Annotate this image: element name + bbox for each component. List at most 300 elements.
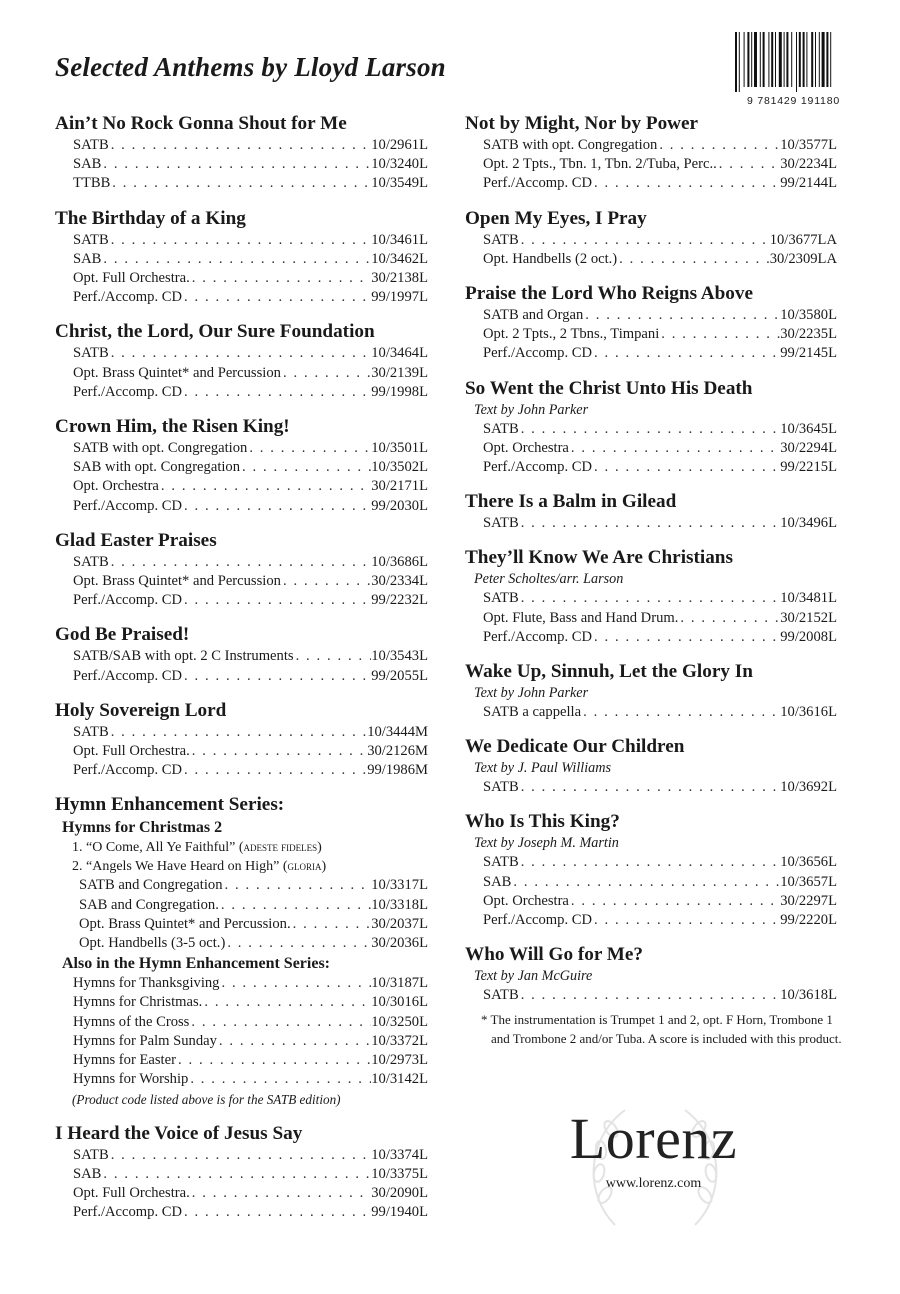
anthem-title: Who Will Go for Me? (465, 944, 644, 966)
product-code: 10/3372L (371, 1032, 428, 1049)
product-code: 10/3240L (371, 156, 428, 173)
product-label: Opt. Full Orchestra. (73, 1184, 190, 1201)
product-label: SAB with opt. Congregation (73, 459, 241, 476)
song-close: ) (321, 859, 327, 875)
product-line (55, 591, 428, 610)
product-line (55, 231, 428, 250)
product-code: 30/2138L (371, 270, 428, 287)
publisher-logo: Lorenz (569, 1106, 738, 1171)
barcode-bar (760, 32, 761, 87)
leader-dots (678, 609, 780, 628)
anthem-title: They’ll Know We Are Christians (465, 547, 733, 569)
product-line (465, 778, 837, 797)
product-label: Perf./Accomp. CD (483, 628, 593, 645)
leader-dots (592, 344, 780, 363)
product-line (465, 420, 837, 439)
product-line (465, 250, 837, 269)
left-column (55, 112, 428, 1235)
product-code: 30/2235L (780, 326, 837, 343)
barcode-bar (754, 32, 757, 87)
product-line (55, 1051, 428, 1070)
barcode-number: 9 781429 191180 (747, 95, 840, 107)
product-code: 30/2309LA (769, 250, 837, 267)
product-code: 10/3187L (371, 975, 428, 992)
right-column (465, 112, 837, 1018)
anthem-title: I Heard the Voice of Jesus Say (55, 1122, 303, 1144)
anthem-entry (55, 529, 428, 611)
product-line (55, 458, 428, 477)
barcode-bar (751, 32, 752, 87)
product-label: SATB (483, 515, 519, 532)
product-code: 10/3461L (371, 231, 428, 248)
anthem-title: We Dedicate Our Children (465, 736, 685, 758)
product-code: 10/3464L (371, 345, 428, 362)
anthem-entry (465, 735, 837, 797)
product-label: Perf./Accomp. CD (483, 175, 593, 192)
hymn-song (55, 857, 428, 876)
product-code: 99/2144L (780, 175, 837, 192)
product-code: 10/3657L (780, 873, 837, 890)
product-label: Hymns for Christmas. (73, 994, 203, 1011)
product-line (55, 1013, 428, 1032)
anthem-entry (465, 810, 837, 930)
product-line (55, 477, 428, 496)
leader-dots (182, 383, 371, 402)
leader-dots (109, 553, 372, 572)
leader-dots (182, 591, 371, 610)
product-label: SATB (483, 590, 519, 607)
product-code: 99/2215L (780, 459, 837, 476)
leader-dots (182, 497, 371, 516)
product-label: SATB with opt. Congregation (483, 137, 658, 153)
anthem-credit: Text by J. Paul Williams (474, 760, 612, 777)
barcode-bar (735, 32, 737, 92)
product-code: 10/3496L (780, 515, 837, 532)
leader-dots (592, 174, 780, 193)
anthem-credit: Text by Jan McGuire (474, 968, 593, 985)
product-label: Perf./Accomp. CD (73, 383, 183, 400)
product-code: 30/2126M (367, 743, 428, 760)
product-label: Perf./Accomp. CD (73, 497, 183, 514)
barcode-bar (830, 32, 831, 87)
hymn-song (55, 838, 428, 857)
product-line (55, 723, 428, 742)
product-line (55, 1070, 428, 1089)
product-label: SATB (73, 231, 109, 248)
product-label: Perf./Accomp. CD (483, 345, 593, 362)
product-line (55, 1146, 428, 1165)
anthem-credit: Peter Scholtes/arr. Larson (474, 571, 624, 588)
leader-dots (247, 439, 371, 458)
product-label: Opt. Flute, Bass and Hand Drum. (483, 609, 679, 626)
product-label: SATB (73, 345, 109, 362)
barcode-bar (791, 32, 792, 87)
product-label: SATB and Organ (483, 307, 584, 324)
anthem-entry (55, 112, 428, 194)
song-title: 2. “Angels We Have Heard on High” ( (72, 859, 288, 875)
product-line (55, 1032, 428, 1051)
product-label: SATB (73, 723, 109, 740)
leader-dots (511, 873, 780, 892)
product-code: 10/3543L (371, 648, 428, 665)
product-code: 10/3656L (780, 854, 837, 871)
anthem-title: God Be Praised! (55, 624, 190, 646)
leader-dots (519, 420, 781, 439)
product-line (55, 383, 428, 402)
product-line (55, 136, 428, 155)
product-label: SAB (73, 250, 102, 267)
leader-dots (182, 1203, 371, 1222)
product-code: 10/2973L (371, 1052, 428, 1069)
anthem-credit: Text by Joseph M. Martin (474, 835, 619, 852)
leader-dots (189, 1013, 371, 1032)
leader-dots (182, 288, 371, 307)
anthem-entry (465, 282, 837, 364)
product-line (55, 742, 428, 761)
product-code: 10/3318L (371, 896, 428, 913)
product-label: SATB and Congregation (79, 877, 223, 894)
anthem-entry (55, 699, 428, 781)
product-label: Perf./Accomp. CD (483, 459, 593, 476)
leader-dots (569, 439, 780, 458)
product-label: Opt. Orchestra (483, 892, 569, 909)
barcode-bar (744, 32, 745, 87)
product-line (55, 364, 428, 383)
hymn-enhancement-series (55, 793, 428, 1108)
product-label: Hymns for Thanksgiving (73, 975, 220, 992)
product-label: Perf./Accomp. CD (73, 289, 183, 306)
product-label: Hymns for Palm Sunday (73, 1032, 217, 1049)
leader-dots (109, 1146, 372, 1165)
product-line (55, 1165, 428, 1184)
product-line (465, 703, 837, 722)
leader-dots (225, 934, 371, 953)
product-code: 10/3577L (780, 137, 837, 153)
product-code: 10/3481L (780, 590, 837, 607)
product-line (465, 306, 837, 325)
product-line (55, 439, 428, 458)
product-line (465, 911, 837, 930)
product-line (55, 553, 428, 572)
barcode-bar (819, 32, 820, 87)
product-code: 99/2220L (780, 912, 837, 929)
leader-dots (294, 647, 372, 666)
product-code: 30/2297L (780, 892, 837, 909)
leader-dots (592, 628, 780, 647)
barcode-bar (775, 32, 776, 87)
anthem-title: Wake Up, Sinnuh, Let the Glory In (465, 661, 753, 683)
product-label: Perf./Accomp. CD (483, 912, 593, 929)
anthem-title: Crown Him, the Risen King! (55, 416, 290, 438)
barcode-bar (806, 32, 807, 87)
product-label: SATB (483, 854, 519, 871)
leader-dots (519, 778, 781, 797)
series-note: (Product code listed above is for the SATB edition) (72, 1091, 341, 1107)
product-line (55, 269, 428, 288)
product-line (465, 136, 837, 155)
product-line (465, 155, 837, 174)
barcode-bar (803, 32, 805, 87)
anthem-title: Holy Sovereign Lord (55, 699, 227, 721)
anthem-title: Praise the Lord Who Reigns Above (465, 283, 753, 305)
anthem-entry (55, 415, 428, 516)
page-title: Selected Anthems by Lloyd Larson (55, 52, 446, 82)
product-code: 10/3692L (780, 779, 837, 796)
publisher-url: www.lorenz.com (605, 1176, 702, 1191)
leader-dots (519, 986, 781, 1005)
product-label: Opt. 2 Tpts., 2 Tbns., Timpani (483, 326, 660, 343)
product-line (55, 344, 428, 363)
barcode-bar (815, 32, 816, 87)
product-code: 30/2090L (371, 1184, 428, 1201)
leader-dots (519, 589, 781, 608)
leader-dots (101, 250, 371, 269)
product-code: 10/3462L (371, 250, 428, 267)
leader-dots (281, 572, 371, 591)
leader-dots (223, 876, 372, 895)
product-line (55, 1184, 428, 1203)
anthem-entry (465, 377, 837, 478)
product-label: SATB (483, 987, 519, 1004)
product-code: 99/1986M (367, 762, 428, 779)
leader-dots (291, 915, 372, 934)
product-code: 10/3444M (367, 723, 428, 740)
leader-dots (219, 974, 371, 993)
product-line (465, 458, 837, 477)
product-line (465, 174, 837, 193)
product-code: 10/2961L (371, 137, 428, 153)
product-line (55, 1203, 428, 1222)
leader-dots (190, 269, 372, 288)
barcode-bars (733, 32, 858, 92)
product-code: 99/2232L (371, 592, 428, 609)
product-code: 10/3374L (371, 1146, 428, 1163)
product-label: Opt. Orchestra (483, 439, 569, 456)
barcode-bar (826, 32, 828, 87)
product-label: SATB (73, 137, 109, 153)
product-code: 30/2152L (780, 609, 837, 626)
product-code: 30/2037L (371, 915, 428, 932)
product-line (55, 974, 428, 993)
product-line (465, 325, 837, 344)
leader-dots (592, 458, 780, 477)
product-line (55, 572, 428, 591)
anthem-title: Not by Might, Nor by Power (465, 113, 699, 134)
product-label: Opt. Handbells (3-5 oct.) (79, 935, 226, 952)
leader-dots (101, 155, 371, 174)
product-code: 30/2234L (780, 156, 837, 173)
product-label: SATB (73, 553, 109, 570)
product-line (55, 667, 428, 686)
product-line (465, 231, 837, 250)
product-label: SATB a cappella (483, 704, 582, 721)
anthem-title: Who Is This King? (465, 811, 620, 833)
product-code: 10/3501L (371, 440, 428, 457)
barcode-bar (763, 32, 765, 87)
product-line (55, 761, 428, 780)
song-close: ) (317, 840, 322, 856)
leader-dots (159, 477, 371, 496)
anthem-title: Glad Easter Praises (55, 529, 217, 551)
leader-dots (519, 514, 781, 533)
product-line (55, 876, 428, 895)
anthem-title: The Birthday of a King (55, 207, 246, 229)
product-label: SATB (483, 231, 519, 248)
barcode-bar (768, 32, 769, 87)
product-code: 10/3016L (371, 994, 428, 1011)
product-line (465, 628, 837, 647)
product-line (55, 155, 428, 174)
barcode-bar (784, 32, 785, 87)
product-code: 10/3686L (371, 553, 428, 570)
series-subtitle: Hymns for Christmas 2 (62, 819, 223, 837)
leader-dots (101, 1165, 371, 1184)
barcode-bar (811, 32, 813, 87)
anthem-title: Ain’t No Rock Gonna Shout for Me (55, 113, 347, 134)
leader-dots (110, 174, 371, 193)
leader-dots (617, 250, 770, 269)
song-title: 1. “O Come, All Ye Faithful” ( (72, 840, 244, 856)
leader-dots (592, 911, 780, 930)
product-code: 10/3549L (371, 175, 428, 192)
product-code: 99/2008L (780, 628, 837, 645)
also-series-title: Also in the Hymn Enhancement Series: (62, 955, 330, 973)
barcode-bar (771, 32, 773, 87)
product-code: 10/3580L (780, 307, 837, 324)
product-code: 10/3677LA (769, 231, 837, 248)
product-label: Perf./Accomp. CD (73, 592, 183, 609)
anthem-entry (55, 207, 428, 308)
product-line (465, 514, 837, 533)
leader-dots (519, 231, 770, 250)
product-label: SATB (483, 779, 519, 796)
product-code: 99/1997L (371, 289, 428, 306)
anthem-credit: Text by John Parker (474, 401, 589, 418)
product-line (55, 915, 428, 934)
product-line (465, 986, 837, 1005)
leader-dots (109, 136, 372, 155)
product-code: 10/3618L (780, 987, 837, 1004)
product-label: Opt. Brass Quintet* and Percussion (73, 364, 281, 381)
product-label: Perf./Accomp. CD (73, 762, 183, 779)
product-label: Opt. Full Orchestra. (73, 743, 190, 760)
product-code: 10/3317L (371, 877, 428, 894)
barcode (733, 32, 858, 107)
anthem-title: Open My Eyes, I Pray (465, 207, 647, 229)
anthem-title: Christ, the Lord, Our Sure Foundation (55, 321, 375, 343)
product-code: 99/2030L (371, 497, 428, 514)
product-code: 99/2145L (780, 345, 837, 362)
product-line (465, 439, 837, 458)
leader-dots (202, 993, 371, 1012)
product-label: Hymns for Easter (73, 1052, 176, 1069)
product-line (55, 934, 428, 953)
product-label: SATB (483, 420, 519, 437)
product-code: 30/2294L (780, 439, 837, 456)
product-line (55, 993, 428, 1012)
product-code: 99/2055L (371, 667, 428, 684)
product-code: 10/3142L (371, 1071, 428, 1088)
leader-dots (657, 136, 780, 155)
product-label: Opt. Brass Quintet* and Percussion (73, 573, 281, 590)
leader-dots (219, 896, 371, 915)
anthem-entry (55, 1122, 428, 1223)
product-line (465, 873, 837, 892)
tune-name: gloria (287, 859, 322, 874)
anthem-credit: Text by John Parker (474, 685, 589, 702)
leader-dots (190, 742, 367, 761)
product-label: Opt. Orchestra (73, 478, 159, 495)
barcode-bar (796, 32, 797, 92)
product-label: Perf./Accomp. CD (73, 1204, 183, 1221)
product-code: 30/2036L (371, 935, 428, 952)
barcode-bar (779, 32, 782, 87)
product-code: 10/3616L (780, 704, 837, 721)
product-code: 10/3645L (780, 420, 837, 437)
product-label: SATB with opt. Congregation (73, 440, 248, 457)
product-label: SAB and Congregation. (79, 896, 219, 913)
product-code: 10/3502L (371, 459, 428, 476)
leader-dots (176, 1051, 371, 1070)
product-line (55, 647, 428, 666)
product-label: Perf./Accomp. CD (73, 667, 183, 684)
leader-dots (190, 1184, 372, 1203)
product-code: 10/3375L (371, 1165, 428, 1182)
product-line (55, 896, 428, 915)
leader-dots (109, 344, 372, 363)
anthem-entry (465, 660, 837, 722)
leader-dots (188, 1070, 371, 1089)
series-title: Hymn Enhancement Series: (55, 794, 285, 816)
product-line (55, 288, 428, 307)
barcode-bar (747, 32, 749, 87)
anthem-entry (55, 320, 428, 402)
barcode-bar (822, 32, 825, 87)
product-label: Hymns of the Cross (73, 1013, 190, 1030)
product-label: SAB (483, 873, 512, 890)
product-line (465, 853, 837, 872)
anthem-entry (465, 112, 837, 194)
product-label: Hymns for Worship (73, 1071, 189, 1088)
barcode-bar (786, 32, 788, 87)
anthem-entry (465, 546, 837, 647)
product-label: SAB (73, 156, 102, 173)
leader-dots (182, 667, 371, 686)
product-line (465, 344, 837, 363)
leader-dots (519, 853, 781, 872)
leader-dots (717, 155, 780, 174)
anthem-entry (465, 207, 837, 269)
instrumentation-footnote: * The instrumentation is Trumpet 1 and 2, opt. F Horn, Trombone 1 and Trombone 2 and/or Tuba. A score is included with this product. (481, 1012, 842, 1046)
product-code: 99/1940L (371, 1204, 428, 1221)
product-code: 30/2139L (371, 364, 428, 381)
leader-dots (109, 723, 368, 742)
leader-dots (583, 306, 780, 325)
product-label: Opt. 2 Tpts., Tbn. 1, Tbn. 2/Tuba, Perc.. (483, 156, 717, 173)
leader-dots (217, 1032, 371, 1051)
barcode-bar (799, 32, 801, 87)
product-label: Opt. Full Orchestra. (73, 270, 190, 287)
product-label: Opt. Handbells (2 oct.) (483, 250, 618, 267)
product-code: 10/3250L (371, 1013, 428, 1030)
leader-dots (569, 892, 780, 911)
product-line (465, 589, 837, 608)
anthem-entry (55, 623, 428, 685)
leader-dots (581, 703, 780, 722)
product-line (465, 892, 837, 911)
product-line (55, 497, 428, 516)
leader-dots (240, 458, 371, 477)
